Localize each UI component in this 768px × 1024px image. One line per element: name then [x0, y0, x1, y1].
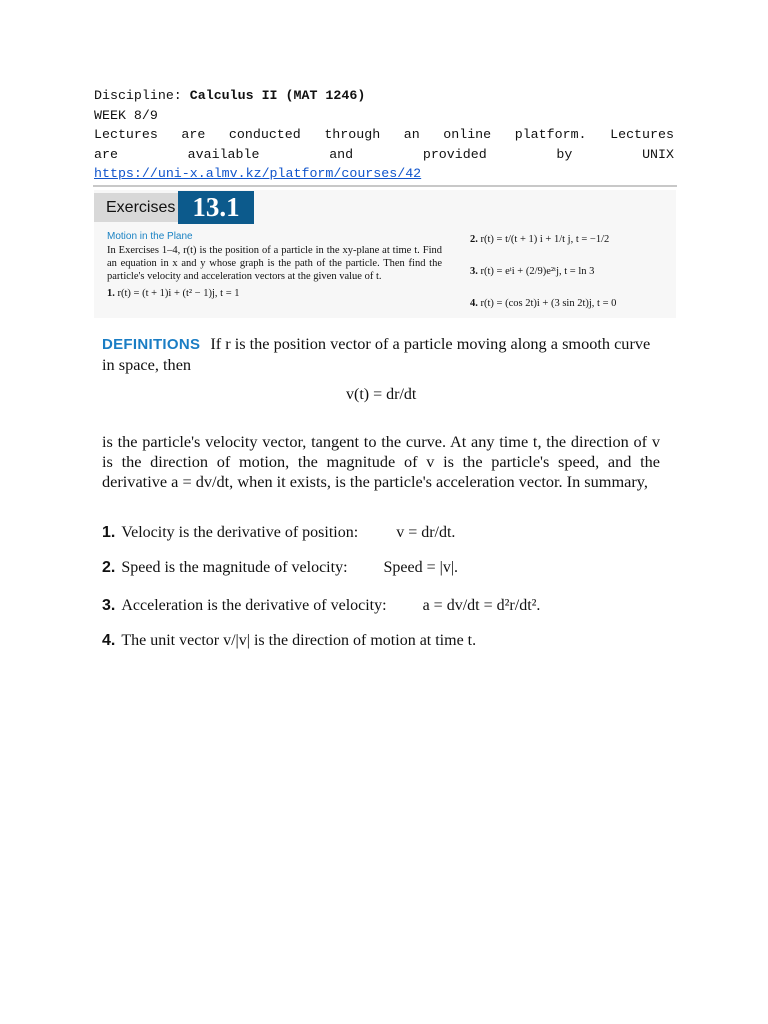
discipline-value: Calculus II (MAT 1246): [189, 88, 366, 103]
summary-number: 4.: [102, 632, 116, 649]
exercise-item-3: [470, 266, 594, 277]
exercises-banner: [94, 193, 254, 222]
divider: [93, 185, 677, 187]
summary-item-2: [102, 559, 458, 577]
word: available: [187, 146, 260, 162]
lectures-line-1: [94, 125, 674, 145]
word: through: [324, 127, 381, 142]
exercise-number: 4.: [470, 298, 478, 309]
exercises-intro-block: [107, 230, 442, 300]
word: an: [403, 127, 420, 142]
course-link[interactable]: https://uni-x.almv.kz/platform/courses/42: [94, 166, 422, 181]
definitions-intro: [102, 334, 662, 375]
summary-text: Velocity is the derivative of position:: [121, 524, 359, 541]
summary-formula: v = dr/dt.: [396, 524, 456, 541]
week-line: WEEK 8/9: [94, 107, 158, 123]
lectures-line-2: [94, 145, 674, 165]
summary-item-1: [102, 524, 455, 542]
velocity-equation: v(t) = dr/dt: [346, 386, 417, 403]
summary-formula: Speed = |v|.: [383, 559, 459, 576]
summary-text: Acceleration is the derivative of velocity:: [121, 597, 387, 614]
summary-formula: a = dv/dt = d²r/dt².: [422, 597, 541, 614]
definitions-paragraph: is the particle's velocity vector, tangent to the curve. At any time t, the direction of v is the direction of motion, the magnitude of v is the particle's speed, and the derivative a = dv/dt, when it exists, is the particle's acceleration vector. In summary,: [102, 432, 660, 491]
exercise-number: 1.: [107, 288, 115, 299]
summary-number: 2.: [102, 559, 116, 576]
exercise-item-1: [107, 287, 442, 300]
exercise-item-4: [470, 298, 616, 309]
exercises-intro: In Exercises 1–4, r(t) is the position of a particle in the xy-plane at time t. Find an equation in x and y whose graph is the path of the particle. Then find the particle's velocity and acceleration vectors at the given value of t.: [107, 245, 442, 282]
exercise-text: r(t) = (t + 1)i + (t² − 1)j, t = 1: [117, 288, 240, 299]
summary-item-3: [102, 597, 540, 615]
word: are: [181, 127, 206, 142]
summary-text: The unit vector v/|v| is the direction of motion at time t.: [121, 632, 477, 649]
word: Lectures: [94, 127, 158, 142]
word: UNIX: [642, 146, 674, 162]
exercises-subheading: Motion in the Plane: [107, 231, 193, 242]
definitions-intro-text: If r is the position vector of a particle moving along a smooth curve in space, then: [102, 334, 651, 374]
word: are: [94, 146, 118, 162]
summary-item-4: [102, 632, 476, 650]
exercises-figure: [94, 190, 676, 318]
exercise-text: r(t) = (cos 2t)i + (3 sin 2t)j, t = 0: [480, 298, 617, 309]
summary-number: 1.: [102, 524, 116, 541]
word: conducted: [228, 127, 301, 142]
summary-text: Speed is the magnitude of velocity:: [121, 559, 348, 576]
discipline-line: [94, 86, 674, 106]
exercise-number: 2.: [470, 234, 478, 245]
summary-number: 3.: [102, 597, 116, 614]
exercises-label: Exercises: [94, 193, 180, 222]
definitions-heading: DEFINITIONS: [102, 336, 201, 353]
word: Lectures: [610, 127, 674, 142]
exercise-text: r(t) = eᵗi + (2/9)e²ᵗj, t = ln 3: [480, 266, 595, 277]
word: and: [329, 146, 354, 162]
exercises-number: 13.1: [178, 191, 254, 224]
exercise-number: 3.: [470, 266, 478, 277]
discipline-label: Discipline:: [94, 88, 190, 103]
exercise-item-2: [470, 234, 609, 245]
word: by: [556, 146, 573, 162]
exercise-text: r(t) = t/(t + 1) i + 1/t j, t = −1/2: [480, 234, 610, 245]
word: platform.: [514, 127, 587, 142]
word: online: [443, 127, 492, 142]
document-header: [94, 86, 674, 184]
word: provided: [422, 146, 487, 162]
